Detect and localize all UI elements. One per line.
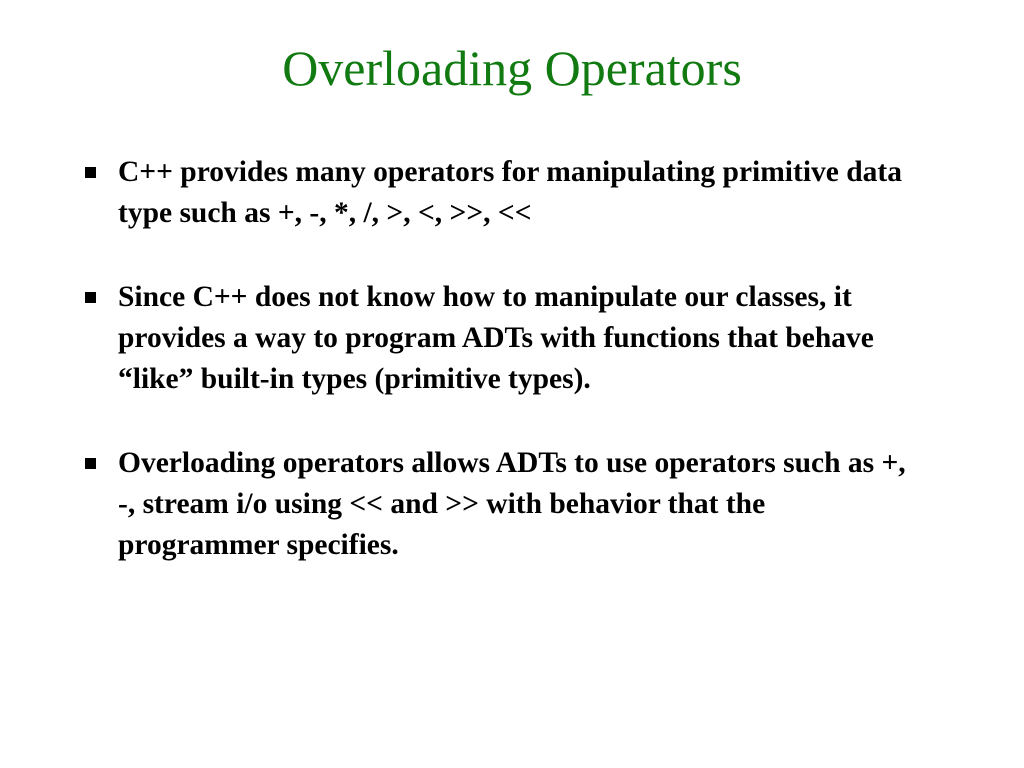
- bullet-item: [84, 152, 914, 234]
- slide-title: Overloading Operators: [282, 40, 742, 96]
- bullet-text: Since C++ does not know how to manipulate our classes, it provides a way to program ADTs with functions that behave “like” built-in types (primitive types).: [118, 281, 874, 395]
- square-bullet-icon: [85, 458, 96, 469]
- bullet-item: [84, 277, 914, 400]
- bullet-text: Overloading operators allows ADTs to use operators such as +, -, stream i/o using << and >> with behavior that the programmer specifies.: [118, 447, 906, 561]
- square-bullet-icon: [85, 167, 96, 178]
- bullet-list: [84, 152, 914, 609]
- bullet-text: C++ provides many operators for manipulating primitive data type such as +, -, *, /, >, <, >>, <<: [118, 156, 902, 229]
- square-bullet-icon: [85, 292, 96, 303]
- bullet-item: [84, 443, 914, 566]
